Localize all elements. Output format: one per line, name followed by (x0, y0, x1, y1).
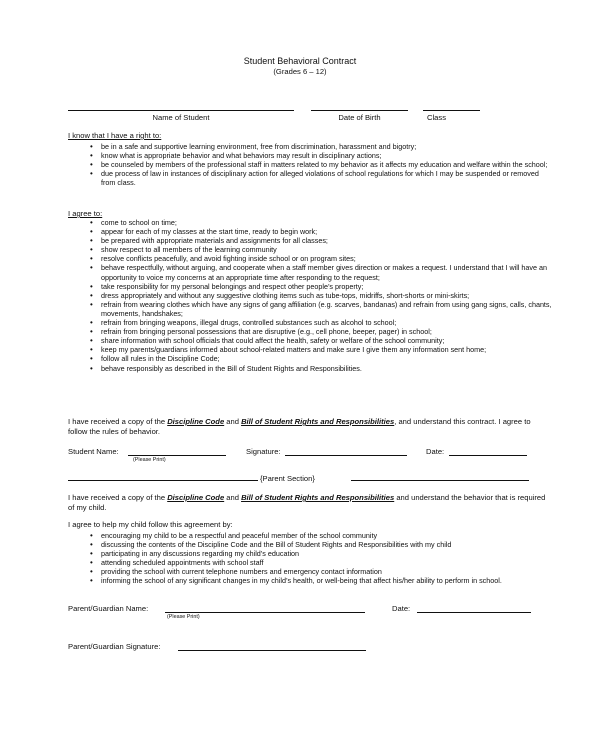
list-item: • encouraging my child to be a respectful and peaceful member of the school community (90, 531, 560, 540)
agree-list (90, 218, 560, 373)
parent-divider-right (351, 480, 529, 481)
list-item: • come to school on time; (90, 218, 560, 227)
parent-divider-left (68, 480, 258, 481)
class-line (423, 110, 480, 111)
list-item: • refrain from bringing weapons, illegal drugs, controlled substances such as alcohol to school; (90, 318, 560, 327)
list-item: • be in a safe and supportive learning environment, free from discrimination, harassment and bigotry; (90, 142, 555, 151)
class-label: Class (427, 113, 446, 122)
please-print-note: (Please Print) (133, 457, 166, 463)
list-item: • appear for each of my classes at the start time, ready to begin work; (90, 227, 560, 236)
list-item: • keep my parents/guardians informed about school-related matters and make sure I give them any information sent home; (90, 345, 560, 354)
student-signature-field[interactable] (285, 455, 407, 456)
discipline-code-ref: Discipline Code (167, 417, 225, 426)
discipline-code-ref: Discipline Code (167, 493, 225, 502)
student-date-label: Date: (426, 447, 445, 456)
list-item: • behave responsibly as described in the Bill of Student Rights and Responsibilities. (90, 364, 560, 373)
list-item: • dress appropriately and without any suggestive clothing items such as tube-tops, midriffs, short-shorts or mini-skirts; (90, 291, 560, 300)
list-item: • refrain from wearing clothes which have any signs of gang affiliation (e.g. scarves, bandanas) and refrain from using gang signs, calls, chants, movements, handshakes; (90, 300, 560, 318)
document-subtitle: (Grades 6 – 12) (273, 67, 327, 76)
parent-name-label: Parent/Guardian Name: (68, 604, 149, 613)
agree-heading: I agree to: (68, 209, 103, 218)
student-acknowledgement: I have received a copy of the Discipline Code and Bill of Student Rights and Responsibilities, and understand this contract. I agree to follow the rules of behavior. (68, 417, 531, 436)
list-item: • follow all rules in the Discipline Code; (90, 354, 560, 363)
parent-date-field[interactable] (417, 612, 531, 613)
bill-of-rights-ref: Bill of Student Rights and Responsibilities (241, 493, 395, 502)
parent-agree-heading: I agree to help my child follow this agreement by: (68, 520, 233, 529)
rights-heading: I know that I have a right to: (68, 131, 162, 140)
list-item: • refrain from bringing personal possessions that are disruptive (e.g., cell phone, beeper, pager) in school; (90, 327, 560, 336)
list-item: • know what is appropriate behavior and what behaviors may result in disciplinary actions; (90, 151, 555, 160)
rights-list (90, 142, 555, 187)
parent-section-heading: {Parent Section} (260, 474, 315, 483)
please-print-note: (Please Print) (167, 614, 200, 620)
student-name-line (68, 110, 294, 111)
list-item: • behave respectfully, without arguing, and cooperate when a staff member gives direction or makes a request. I understand that I will have an opportunity to voice my concerns at an appropriate time after responding to the request; (90, 263, 560, 281)
bill-of-rights-ref: Bill of Student Rights and Responsibilities (241, 417, 395, 426)
parent-acknowledgement: I have received a copy of the Discipline Code and Bill of Student Rights and Responsibilities and understand the behavior that is required of my child. (68, 493, 546, 512)
parent-signature-label: Parent/Guardian Signature: (68, 642, 161, 651)
parent-signature-field[interactable] (178, 650, 366, 651)
student-signature-label: Signature: (246, 447, 281, 456)
list-item: • take responsibility for my personal belongings and respect other people’s property; (90, 282, 560, 291)
date-of-birth-label: Date of Birth (338, 113, 381, 122)
parent-name-field[interactable] (165, 612, 365, 613)
dob-line (311, 110, 408, 111)
list-item: • attending scheduled appointments with school staff (90, 558, 560, 567)
parent-date-label: Date: (392, 604, 411, 613)
name-of-student-label: Name of Student (152, 113, 210, 122)
list-item: • resolve conflicts peacefully, and avoid fighting inside school or on program sites; (90, 254, 560, 263)
list-item: • share information with school officials that could affect the health, safety or welfare of the school community; (90, 336, 560, 345)
list-item: • informing the school of any significant changes in my child’s health, or well-being that affect his/her ability to perform in school. (90, 576, 560, 585)
list-item: • due process of law in instances of disciplinary action for alleged violations of school regulations for which I may be suspended or removed from class. (90, 169, 555, 187)
list-item: • be counseled by members of the professional staff in matters related to my behavior as it affects my education and welfare within the school; (90, 160, 555, 169)
student-name-label: Student Name: (68, 447, 119, 456)
list-item: • discussing the contents of the Discipline Code and the Bill of Student Rights and Responsibilities with my child (90, 540, 560, 549)
list-item: • providing the school with current telephone numbers and emergency contact information (90, 567, 560, 576)
student-date-field[interactable] (449, 455, 527, 456)
list-item: • be prepared with appropriate materials and assignments for all classes; (90, 236, 560, 245)
student-name-field[interactable] (128, 455, 226, 456)
document-title: Student Behavioral Contract (243, 56, 357, 66)
list-item: • participating in any discussions regarding my child’s education (90, 549, 560, 558)
list-item: • show respect to all members of the learning community (90, 245, 560, 254)
parent-agree-list (90, 531, 560, 586)
